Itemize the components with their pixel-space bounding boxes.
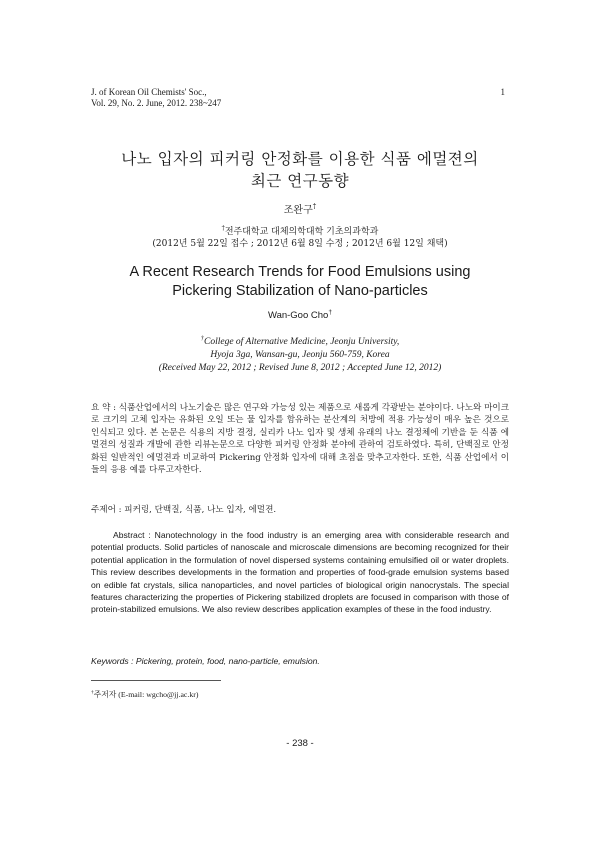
author-english-name: Wan-Goo Cho (267, 310, 329, 321)
abstract-english (91, 529, 509, 616)
affiliation-english-line1: College of Alternative Medicine, Jeonju University, (204, 337, 400, 347)
keywords-korean: 주제어 : 피커링, 단백질, 식품, 나노 입자, 에멀젼. (91, 505, 277, 515)
dagger-mark: † (91, 689, 94, 696)
footnote (91, 689, 198, 700)
dagger-mark: † (200, 334, 204, 342)
affiliation-english (0, 336, 600, 375)
title-english (0, 263, 600, 301)
dates-korean: (2012년 5월 22일 접수 ; 2012년 6월 8일 수정 ; 2012년 6월 12일 채택) (152, 239, 448, 249)
footnote-divider (91, 680, 221, 681)
author-korean (0, 201, 600, 216)
affiliation-korean (0, 226, 600, 250)
author-english (0, 310, 600, 321)
title-english-line2: Pickering Stabilization of Nano-particles (172, 283, 428, 299)
page-number-top: 1 (500, 87, 505, 97)
dagger-mark: † (312, 202, 317, 211)
title-korean (0, 148, 600, 192)
journal-citation (91, 87, 221, 109)
abstract-english-label: Abstract (113, 530, 145, 540)
page-number-bottom: - 238 - (286, 738, 314, 749)
title-english-line1: A Recent Research Trends for Food Emulsions using (129, 264, 471, 280)
title-korean-line2: 최근 연구동향 (250, 172, 350, 190)
dates-english: (Received May 22, 2012 ; Revised June 8, 2012 ; Accepted June 12, 2012) (158, 363, 442, 373)
journal-name: J. of Korean Oil Chemists' Soc., (91, 87, 207, 97)
dagger-mark: † (221, 225, 225, 232)
footnote-text: 주저자 (E-mail: wgcho@jj.ac.kr) (93, 690, 199, 699)
title-korean-line1: 나노 입자의 피커링 안정화를 이용한 식품 에멀젼의 (121, 150, 479, 168)
abstract-korean: 요 약 : 식품산업에서의 나노기술은 많은 연구와 가능성 있는 제품으로 새롭게 각광받는 분야이다. 나노와 마이크로 크기의 고체 입자는 유화된 오일 또는 물 입자를 함유하는 분산계의 처방에 적용 가능성이 매우 높은 것으로 인식되고 있다. 본 논문은 식용의 지방 결정, 실리카 나노 입자 및 생체 유래의 나노 결정체에 기반을 둔 식품 에멀젼의 성질과 개발에 관한 리뷰논문으로 다양한 피커링 안정화 분야에 관하여 검토하였다. 특히, 단백질로 안정화된 일반적인 에멀젼과 비교하여 Pickering 안정화 입자에 대해 초점을 맞추고자한다. 또한, 식품 산업에서 이들의 응용 예를 다루고자한다. (91, 403, 509, 476)
affiliation-korean-text: 전주대학교 대체의학대학 기초의과학과 (224, 227, 379, 237)
keywords-english: Keywords : Pickering, protein, food, nano-particle, emulsion. (91, 656, 320, 666)
journal-volume: Vol. 29, No. 2. June, 2012. 238~247 (91, 98, 222, 108)
author-korean-name: 조완구 (283, 205, 313, 216)
abstract-english-text: : Nanotechnology in the food industry is an emerging area with considerable research and potential products. Solid particles of nanoscale and microscale dimensions are becoming recognized for their potential application in the formulation of novel dispersed systems containing emulsified oil or water droplets. This review describes developments in the formation and properties of food-grade emulsion systems based on edible fat crystals, silica nanoparticles, and novel particles of biological origin nanocrystals. The special features characterizing the properties of Pickering stabilized droplets are focused in comparison with those of protein-stabilized emulsions. We also review describes application examples of these in the food industry. (91, 530, 509, 615)
dagger-mark: † (328, 308, 333, 316)
affiliation-english-line2: Hyoja 3ga, Wansan-gu, Jeonju 560-759, Korea (210, 350, 390, 360)
